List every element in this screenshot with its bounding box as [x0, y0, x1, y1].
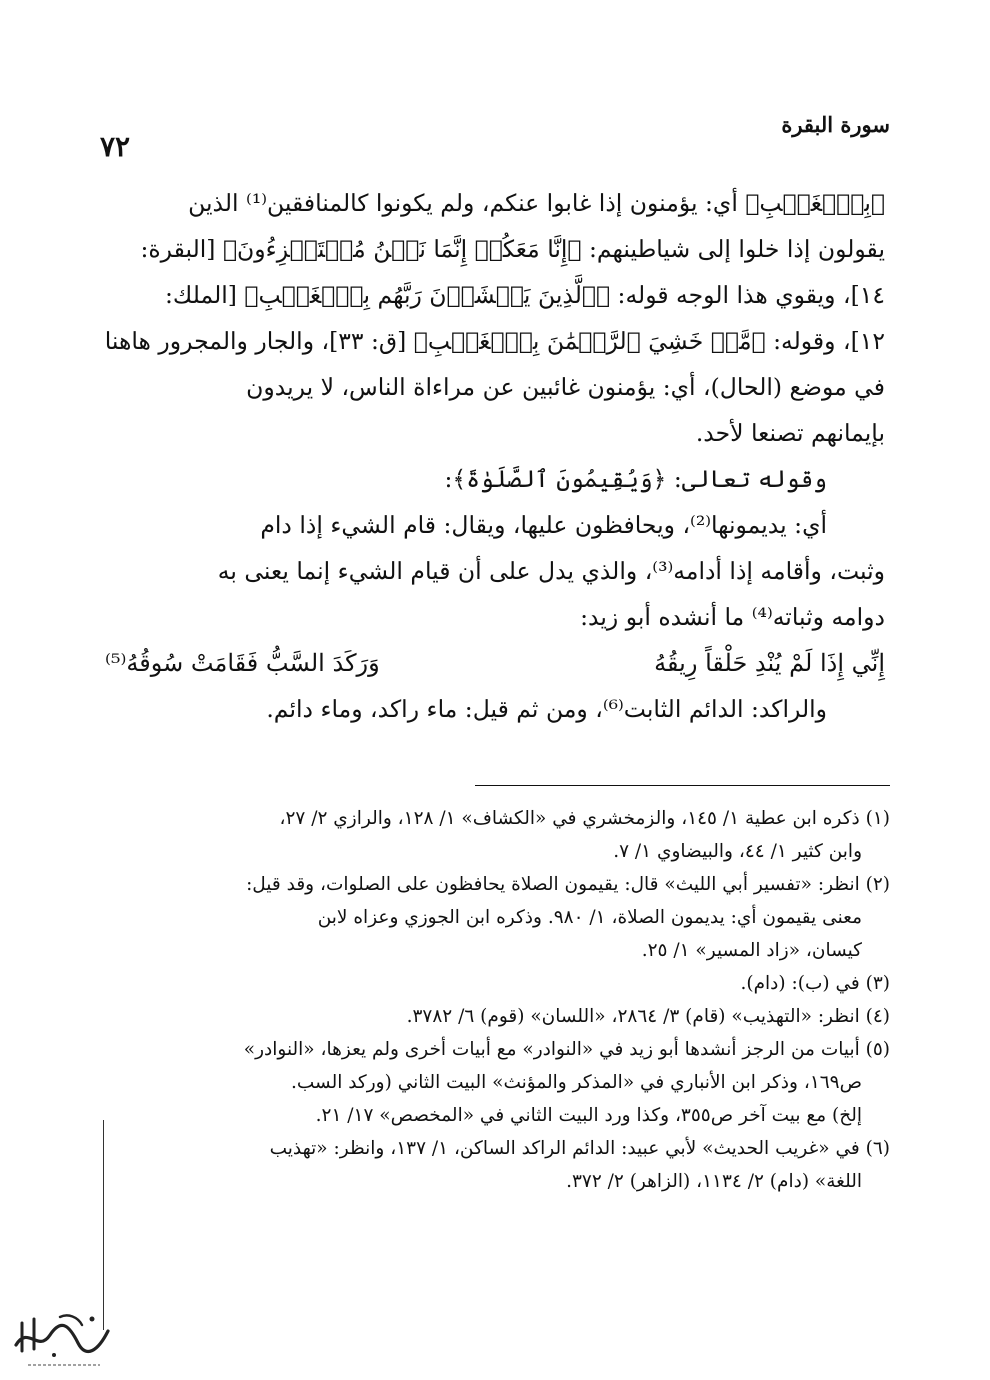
footnote-line: معنى يقيمون أي: يديمون الصلاة، ١/ ٩٨٠. وذكره ابن الجوزي وعزاه لابن: [317, 907, 862, 928]
footnote-line: إلخ) مع بيت آخر ص٣٥٥، وكذا ورد البيت الثاني في «المخصص» ١٧/ ٢١.: [315, 1105, 862, 1126]
text-line: ﴿بِٱلۡغَيۡبِ﴾ أي: يؤمنون إذا غابوا عنكم، ولم يكونوا كالمنافقين⁽¹⁾ الذين: [188, 189, 885, 217]
footnote-line: (٢) انظر: «تفسير أبي الليث» قال: يقيمون الصلاة يحافظون على الصلوات، وقد قيل:: [246, 874, 890, 895]
footnote-line: كيسان، «زاد المسير» ١/ ٢٥.: [641, 940, 862, 961]
calligraphy-logo: [8, 1305, 118, 1375]
text-line: دوامه وثباته⁽⁴⁾ ما أنشده أبو زيد:: [580, 603, 885, 631]
main-text: [105, 180, 885, 732]
text-line: ١٢]، وقوله: ﴿مَّنۡ خَشِيَ ٱلرَّحۡمَٰنَ بِٱلۡغَيۡبِ﴾ [ق: ٣٣]، والجار والمجرور هاهنا: [105, 327, 885, 355]
text-line: في موضع (الحال)، أي: يؤمنون غائبين عن مراءاة الناس، لا يريدون: [246, 373, 885, 401]
margin-line: [103, 1120, 104, 1330]
text-line: والراكد: الدائم الثابت⁽⁶⁾، ومن ثم قيل: ماء راكد، وماء دائم.: [266, 695, 827, 723]
page-number: ٧٢: [100, 130, 131, 163]
footnote-line: (٦) في «غريب الحديث» لأبي عبيد: الدائم الراكد الساكن، ١/ ١٣٧، وانظر: «تهذيب: [269, 1138, 890, 1159]
footnote-line: (١) ذكره ابن عطية ١/ ١٤٥، والزمخشري في «الكشاف» ١/ ١٢٨، والرازي ٢/ ٢٧،: [279, 808, 890, 829]
footnote-divider: [475, 785, 890, 786]
verse-second-hemistich: وَرَكَدَ السَّبُّ فَقَامَتْ سُوقُهُ⁽⁵⁾: [105, 649, 380, 677]
footnote-line: (٤) انظر: «التهذيب» (قام) ٣/ ٢٨٦٤، «اللسان» (قوم) ٦/ ٣٧٨٢.: [406, 1006, 890, 1027]
footnote-line: اللغة» (دام) ٢/ ١١٣٤، (الزاهر) ٢/ ٣٧٢.: [566, 1171, 862, 1192]
surah-title: سورة البقرة: [781, 112, 890, 137]
footnote-line: (٥) أبيات من الرجز أنشدها أبو زيد في «النوادر» مع أبيات أخرى ولم يعزها، «النوادر»: [243, 1039, 890, 1060]
footnotes: [105, 802, 890, 1198]
text-line: يقولون إذا خلوا إلى شياطينهم: ﴿إِنَّا مَعَكُمۡ إِنَّمَا نَحۡنُ مُسۡتَهۡزِءُونَ﴾ [البقرة:: [140, 235, 885, 263]
page-header: [100, 108, 890, 168]
text-line: بإيمانهم تصنعا لأحد.: [695, 419, 885, 447]
poetry-verse: [105, 640, 885, 686]
text-line: وثبت، وأقامه إذا أدامه⁽³⁾، والذي يدل على أن قيام الشيء إنما يعنى به: [217, 557, 885, 585]
section-heading: وقوله تعالى: ﴿وَيُقِيمُونَ ٱلصَّلَوٰةَ﴾:: [444, 465, 827, 493]
footnote-line: وابن كثير ١/ ٤٤، والبيضاوي ١/ ٧.: [613, 841, 862, 862]
footnote-line: ص١٦٩، وذكر ابن الأنباري في «المذكر والمؤنث» البيت الثاني (وركد السب.: [291, 1072, 862, 1093]
verse-first-hemistich: إِنِّي إِذَا لَمْ يُنْدِ حَلْقاً رِيقُهُ: [654, 649, 885, 677]
text-line: أي: يديمونها⁽²⁾، ويحافظون عليها، ويقال: قام الشيء إذا دام: [260, 511, 827, 539]
footnote-line: (٣) في (ب): (دام).: [740, 973, 890, 994]
text-line: ١٤]، ويقوي هذا الوجه قوله: ﴿ٱلَّذِينَ يَخۡشَوۡنَ رَبَّهُم بِٱلۡغَيۡبِ﴾ [الملك:: [165, 281, 885, 309]
